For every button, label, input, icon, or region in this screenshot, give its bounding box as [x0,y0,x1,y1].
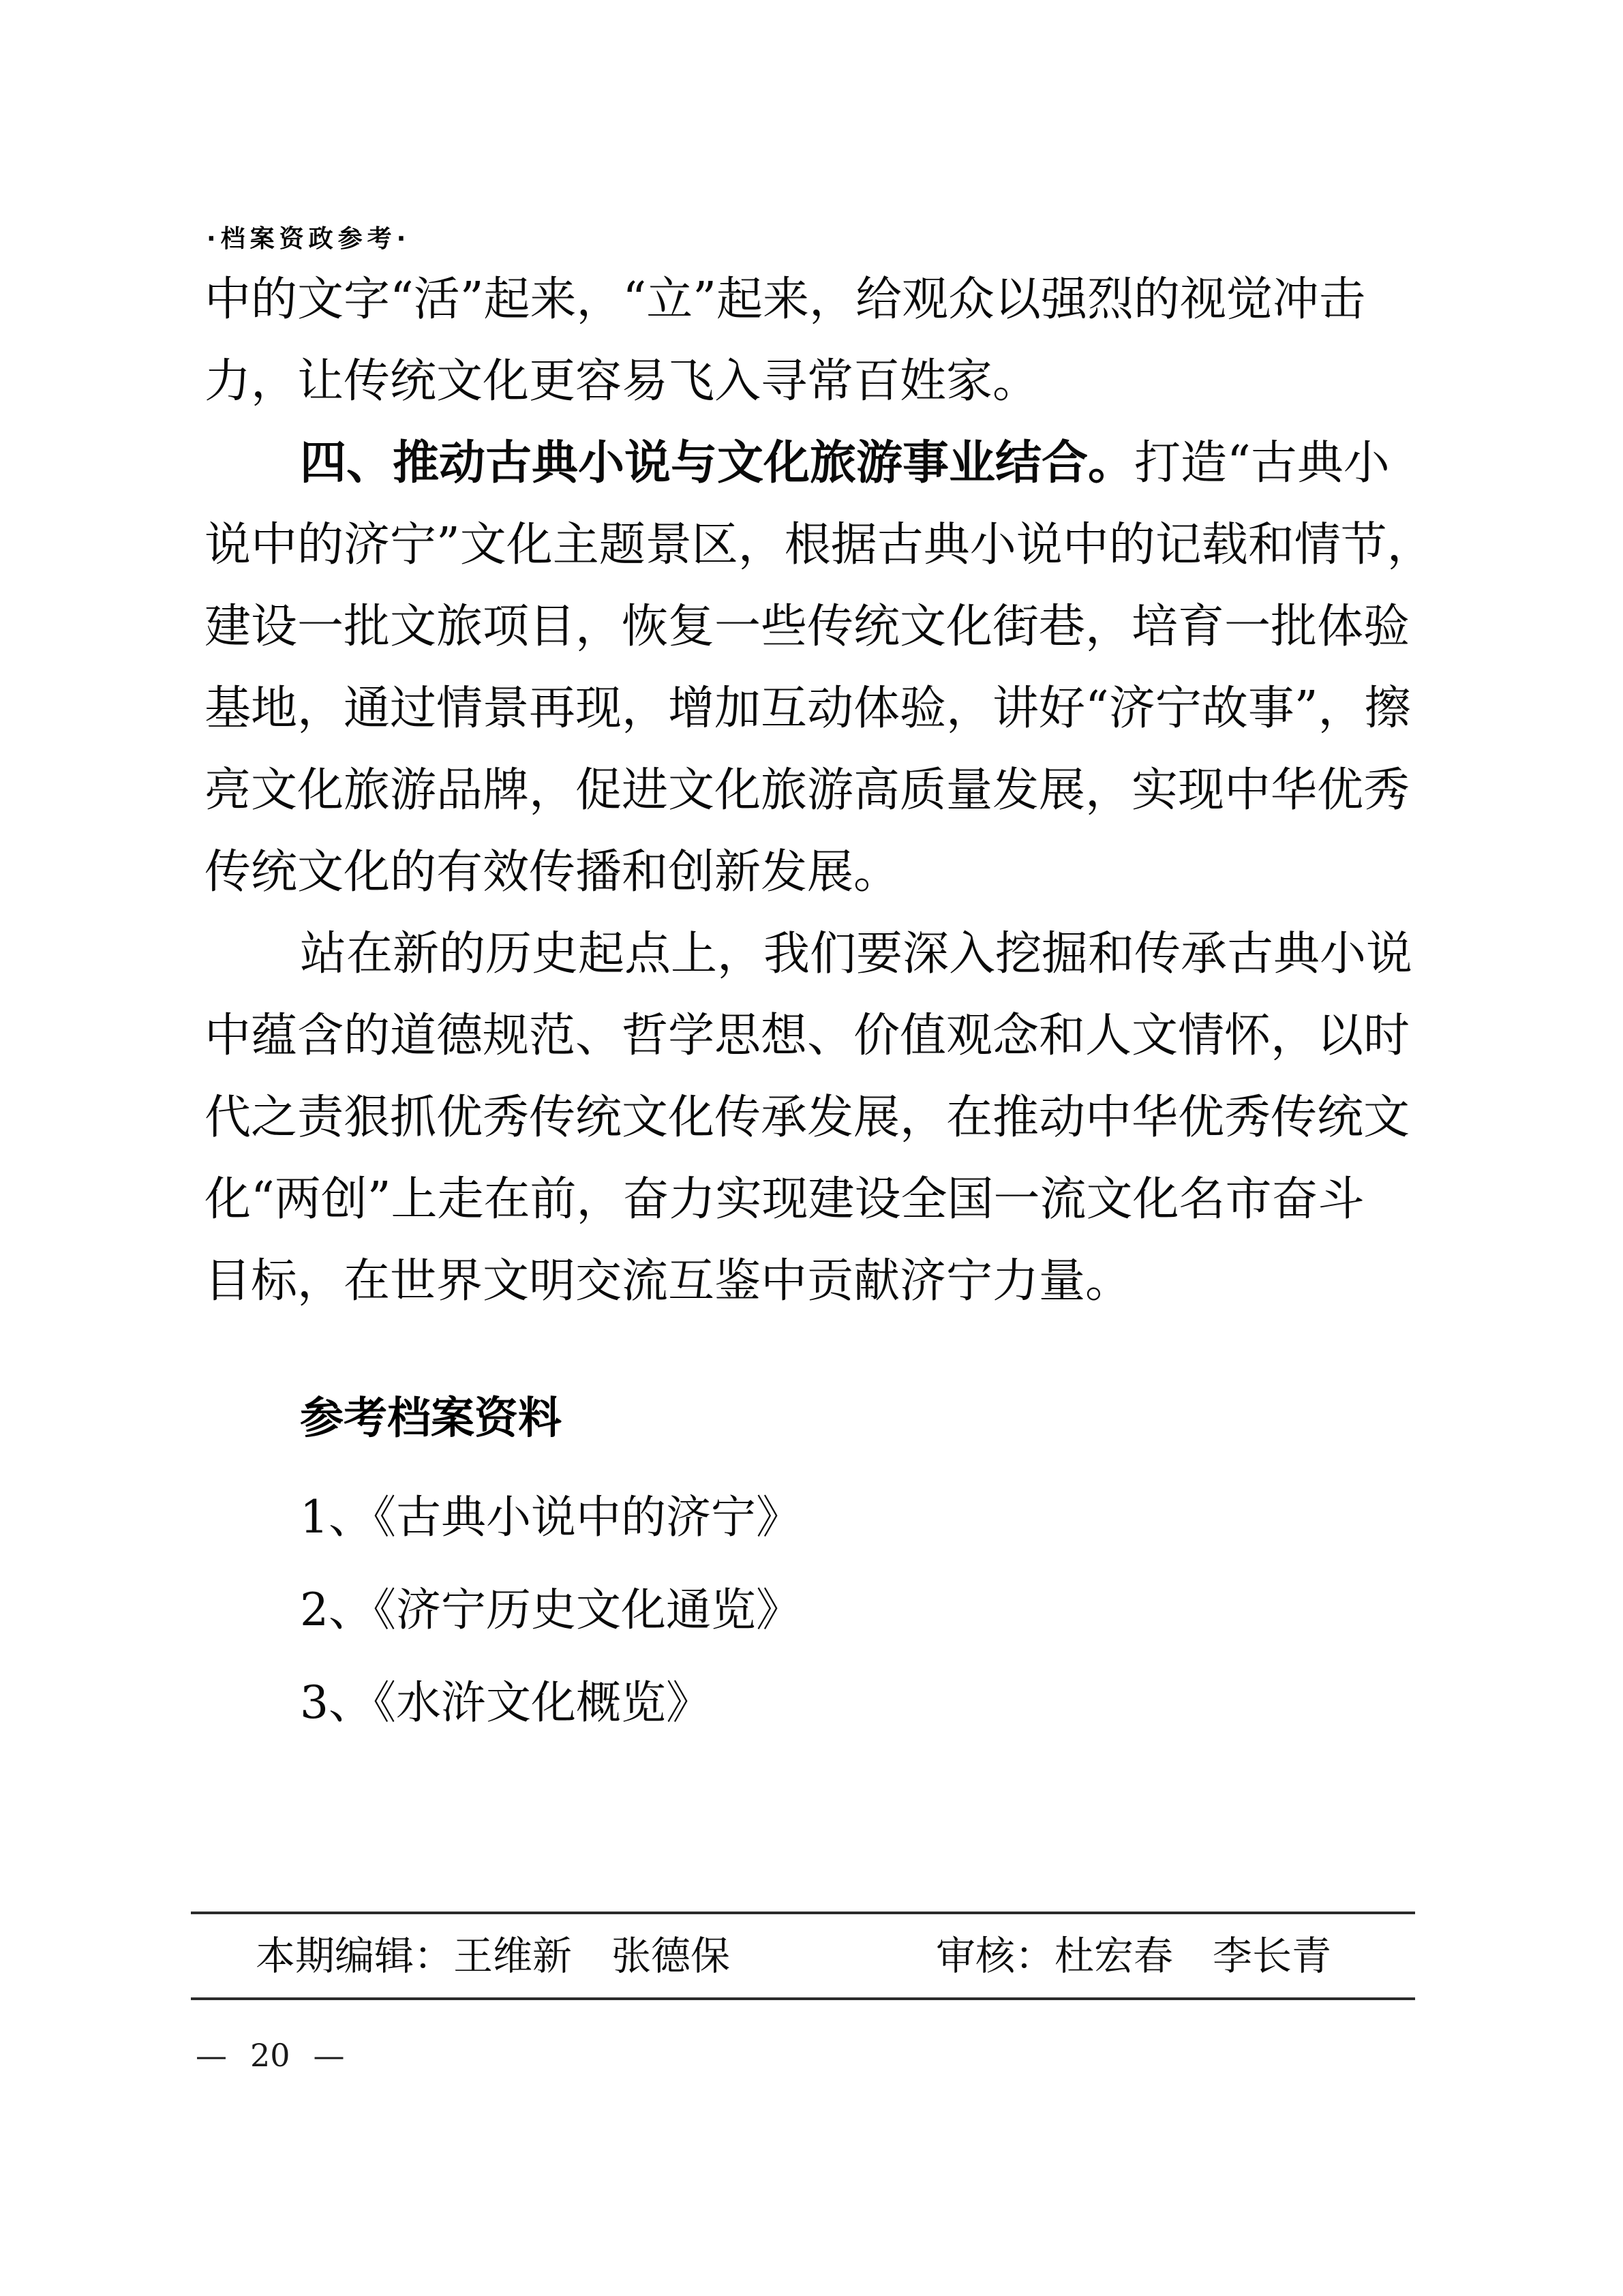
footer-reviewers: 审核：杜宏春 李长青 [936,1933,1332,1979]
page-number-dash-left: — [196,2037,227,2074]
body-line-text: 传统文化的有效传播和创新发展。 [204,845,900,899]
body-line-text: 说中的济宁”文化主题景区，根据古典小说中的记载和情节， [204,518,1434,572]
reference-item: 3、《水浒文化概览》 [300,1676,711,1729]
body-text-line [204,995,1425,1077]
footer-credits [0,1931,1623,1981]
body-text-line [204,1241,1425,1323]
body-text-line [204,259,1425,341]
running-header: ·档案资政参考· [207,225,411,253]
page-number-dash-right: — [313,2037,345,2074]
references-heading: 参考档案资料 [300,1393,562,1444]
body-text-line [204,504,1434,586]
footer-top-rule [191,1912,1415,1914]
body-line-text: 基地，通过情景再现，增加互动体验，讲好“济宁故事”，擦 [204,682,1411,736]
body-text [204,259,1434,1323]
footer-bottom-rule [191,1997,1415,2000]
reference-item: 2、《济宁历史文化通览》 [300,1584,801,1636]
bold-lead-text: 四、推动古典小说与文化旅游事业结合。 [300,436,1135,490]
reference-item: 1、《古典小说中的济宁》 [300,1491,801,1543]
body-text-line [204,1077,1425,1159]
body-text-line [204,832,1425,913]
footer-editors: 本期编辑：王维新 张德保 [256,1933,731,1979]
body-line-text: 亮文化旅游品牌，促进文化旅游高质量发展，实现中华优秀 [204,764,1410,817]
body-text-line [204,668,1425,750]
body-line-text: 化“两创”上走在前，奋力实现建设全国一流文化名市奋斗 [204,1173,1365,1226]
body-text-line [204,586,1425,668]
references-list [300,1471,1425,1749]
body-line-text: 建设一批文旅项目，恢复一些传统文化街巷，培育一批体验 [204,600,1410,654]
body-line-text: 代之责狠抓优秀传统文化传承发展，在推动中华优秀传统文 [204,1091,1410,1145]
body-text-line [204,341,1425,423]
body-text-line [204,750,1425,832]
references-section [300,1388,1425,1749]
page-number [196,2037,345,2074]
body-line-text: 力，让传统文化更容易飞入寻常百姓家。 [204,354,1040,408]
body-line-text: 站在新的历史起点上，我们要深入挖掘和传承古典小说 [300,927,1413,981]
body-line-text: 目标，在世界文明交流互鉴中贡献济宁力量。 [204,1254,1132,1308]
page-number-value: 20 [250,2037,290,2074]
body-line-text: 打造“古典小 [1134,436,1390,490]
body-line-text: 中蕴含的道德规范、哲学思想、价值观念和人文情怀，以时 [204,1009,1410,1063]
body-line-text: 中的文字“活”起来，“立”起来，给观众以强烈的视觉冲击 [204,273,1366,327]
body-text-line [204,1159,1425,1241]
body-text-line [204,423,1425,504]
body-text-line [204,913,1425,995]
